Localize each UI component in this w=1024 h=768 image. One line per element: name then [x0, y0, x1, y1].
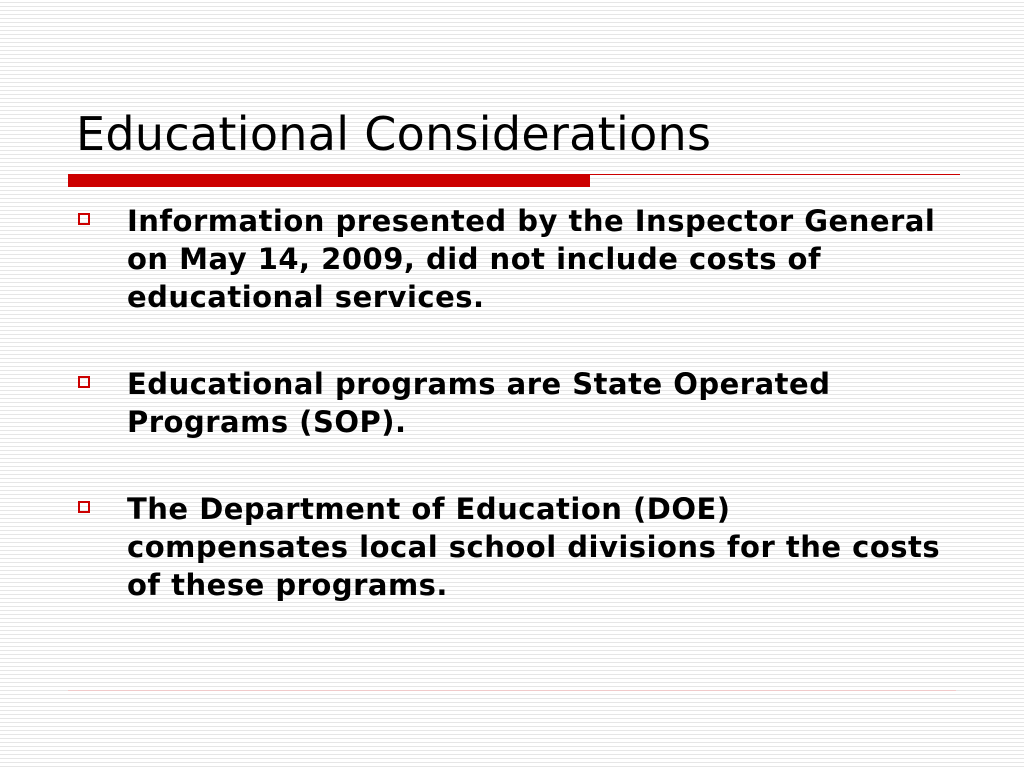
bullet-item	[76, 202, 956, 316]
bullet-text: Educational programs are State Operated Programs (SOP).	[127, 367, 831, 439]
title-underline-thick	[68, 175, 590, 187]
footer-divider	[68, 690, 956, 691]
bullet-item	[76, 365, 956, 441]
bullet-text: The Department of Education (DOE) compensates local school divisions for the costs of these programs.	[127, 492, 941, 602]
hollow-square-bullet-icon	[78, 213, 90, 225]
bullet-list	[76, 202, 956, 653]
hollow-square-bullet-icon	[78, 501, 90, 513]
slide-title: Educational Considerations	[76, 107, 712, 161]
bullet-text: Information presented by the Inspector General on May 14, 2009, did not include costs of educational services.	[127, 204, 936, 314]
hollow-square-bullet-icon	[78, 376, 90, 388]
bullet-item	[76, 490, 956, 604]
